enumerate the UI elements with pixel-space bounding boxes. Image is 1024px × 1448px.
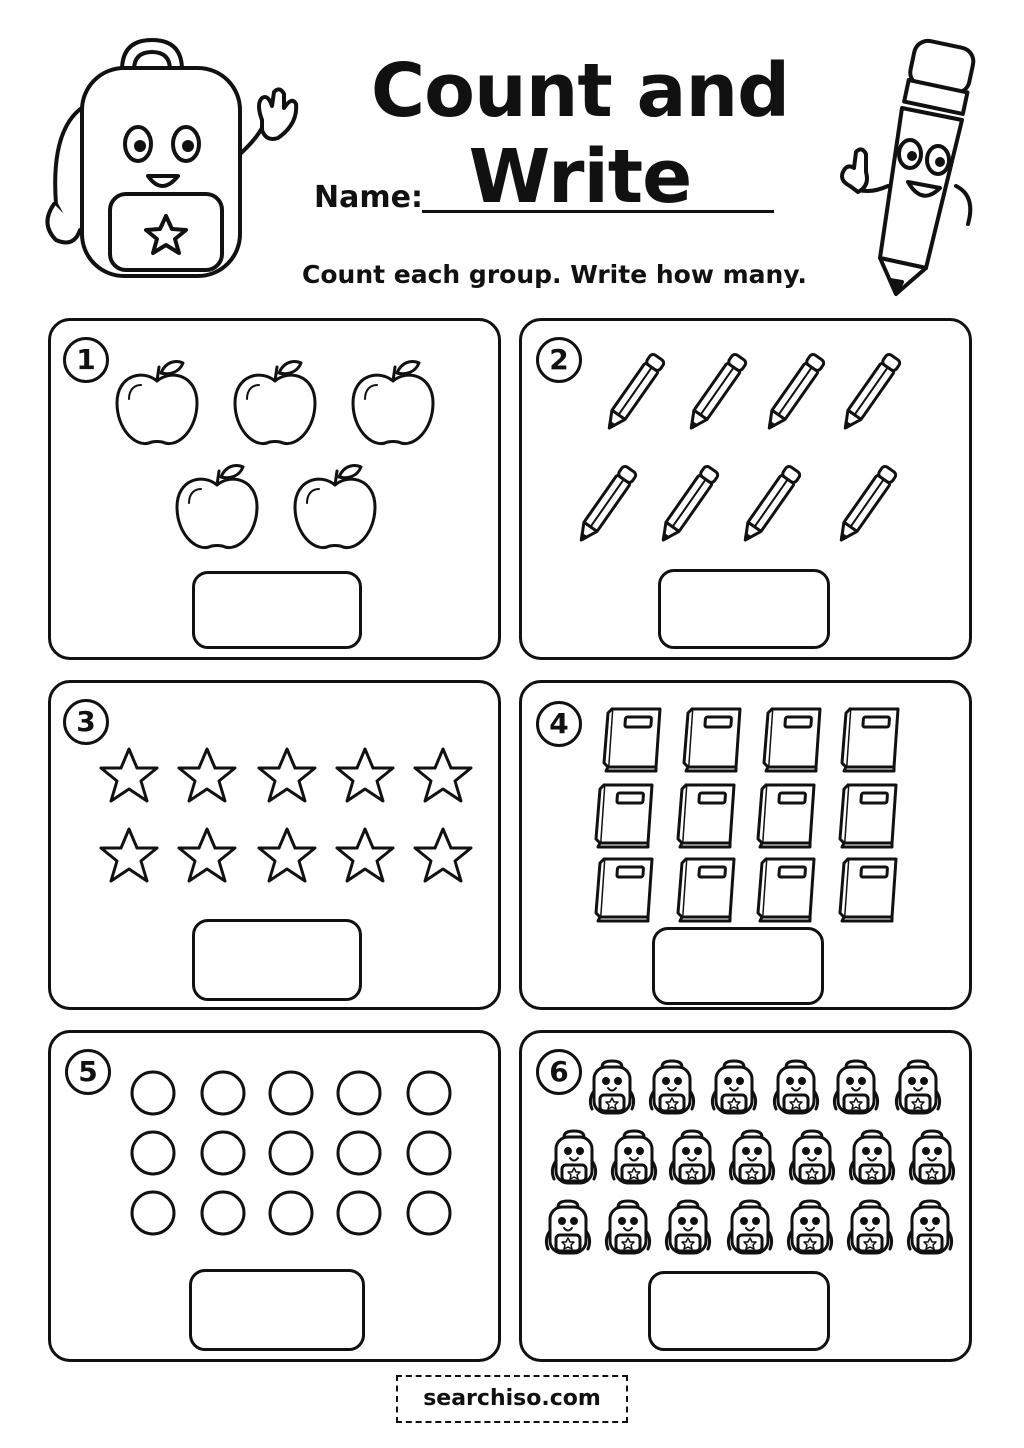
backpack-icon	[790, 1131, 833, 1183]
star-icon	[179, 749, 235, 801]
backpack-icon	[546, 1201, 589, 1253]
book-icon	[604, 709, 660, 771]
star-icon	[259, 749, 315, 801]
pencil-icon	[739, 465, 801, 545]
backpack-icon	[730, 1131, 773, 1183]
book-group	[522, 683, 972, 933]
panel-number-badge: 2	[536, 337, 582, 383]
backpack-icon	[850, 1131, 893, 1183]
name-row	[314, 180, 423, 220]
answer-box[interactable]	[648, 1271, 830, 1351]
circle-icon	[408, 1132, 450, 1174]
name-label: Name:	[314, 180, 423, 215]
circle-icon	[132, 1192, 174, 1234]
star-icon	[337, 829, 393, 881]
backpack-icon	[848, 1201, 891, 1253]
circle-icon	[338, 1132, 380, 1174]
apple-icon	[117, 362, 197, 444]
name-write-line[interactable]	[422, 210, 774, 213]
apple-icon	[295, 466, 375, 548]
backpack-icon	[788, 1201, 831, 1253]
apple-icon	[353, 362, 433, 444]
pencil-icon	[603, 353, 665, 433]
book-icon	[758, 859, 814, 921]
circle-icon	[270, 1072, 312, 1114]
circle-group	[51, 1033, 501, 1273]
instruction-text: Count each group. Write how many.	[302, 260, 807, 289]
answer-box[interactable]	[652, 927, 824, 1005]
star-icon	[179, 829, 235, 881]
circle-icon	[408, 1192, 450, 1234]
backpack-icon	[670, 1131, 713, 1183]
circle-icon	[202, 1072, 244, 1114]
book-icon	[596, 859, 652, 921]
book-icon	[840, 859, 896, 921]
pencil-icon	[835, 465, 897, 545]
star-icon	[415, 749, 471, 801]
panel-number-badge: 3	[63, 699, 109, 745]
star-group	[51, 683, 501, 913]
backpack-group	[522, 1033, 972, 1273]
star-icon	[415, 829, 471, 881]
backpack-icon	[910, 1131, 953, 1183]
count-panel-2	[519, 318, 972, 660]
panel-number-badge: 5	[65, 1049, 111, 1095]
backpack-icon	[612, 1131, 655, 1183]
pencil-mascot-icon	[836, 36, 996, 298]
answer-box[interactable]	[658, 569, 830, 649]
pencil-icon	[763, 353, 825, 433]
book-icon	[758, 785, 814, 847]
book-icon	[842, 709, 898, 771]
pencil-icon	[657, 465, 719, 545]
star-icon	[101, 829, 157, 881]
apple-icon	[177, 466, 257, 548]
circle-icon	[270, 1132, 312, 1174]
backpack-icon	[666, 1201, 709, 1253]
book-icon	[678, 859, 734, 921]
count-panel-5	[48, 1030, 501, 1362]
circle-icon	[270, 1192, 312, 1234]
count-panel-1	[48, 318, 501, 660]
book-icon	[678, 785, 734, 847]
book-icon	[596, 785, 652, 847]
star-icon	[259, 829, 315, 881]
backpack-icon	[908, 1201, 951, 1253]
backpack-icon	[606, 1201, 649, 1253]
circle-icon	[132, 1132, 174, 1174]
panel-number-badge: 4	[536, 701, 582, 747]
backpack-icon	[590, 1061, 633, 1113]
backpack-icon	[896, 1061, 939, 1113]
backpack-icon	[650, 1061, 693, 1113]
circle-icon	[338, 1072, 380, 1114]
backpack-icon	[552, 1131, 595, 1183]
star-icon	[337, 749, 393, 801]
star-icon	[101, 749, 157, 801]
circle-icon	[202, 1132, 244, 1174]
apple-icon	[235, 362, 315, 444]
book-icon	[840, 785, 896, 847]
circle-icon	[202, 1192, 244, 1234]
backpack-icon	[728, 1201, 771, 1253]
circle-icon	[408, 1072, 450, 1114]
panel-number-badge: 6	[536, 1049, 582, 1095]
answer-box[interactable]	[192, 919, 362, 1001]
answer-box[interactable]	[192, 571, 362, 649]
book-icon	[684, 709, 740, 771]
pencil-icon	[575, 465, 637, 545]
count-panel-4	[519, 680, 972, 1010]
count-panel-3	[48, 680, 501, 1010]
backpack-icon	[712, 1061, 755, 1113]
apple-group	[51, 321, 501, 581]
answer-box[interactable]	[189, 1269, 365, 1351]
circle-icon	[338, 1192, 380, 1234]
backpack-icon	[774, 1061, 817, 1113]
footer-website: searchiso.com	[396, 1375, 628, 1423]
pencil-icon	[839, 353, 901, 433]
pencil-icon	[685, 353, 747, 433]
circle-icon	[132, 1072, 174, 1114]
panel-number-badge: 1	[63, 337, 109, 383]
backpack-icon	[834, 1061, 877, 1113]
page-title: Count and Write	[370, 48, 790, 220]
count-panel-6	[519, 1030, 972, 1362]
book-icon	[764, 709, 820, 771]
pencil-group	[522, 321, 972, 581]
backpack-mascot-icon	[30, 34, 300, 284]
